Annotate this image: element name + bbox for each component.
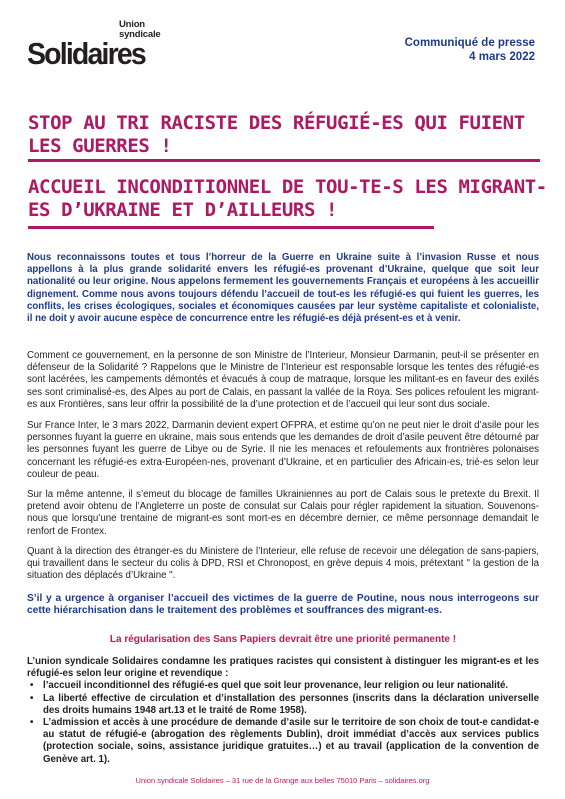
paragraph-urgence: S’il y a urgence à organiser l’accueil des victimes de la guerre de Poutine, nous nous interrogeons sur cette hiérarchisation dans le traitement des problèmes et souffrances des migrant-es. (27, 593, 539, 617)
paragraph-calais: Sur la même antenne, il s’emeut du blocage de familles Ukrainiennes au port de Calais sous le pretexte du Brexit. Il pretend avoir obtenu de l’Angleterre un poste de consulat sur Calais pour régler rapidement la situation. Souvenons-nous que lorsqu’une trentaine de migrant-es sont mort-es en décembre dernier, ce même personnage demandait le renfort de Frontex. (27, 489, 539, 537)
footer-address: Union syndicale Solidaires – 31 rue de la Grange aux belles 75010 Paris – solidaires.org (135, 776, 430, 785)
logo-union-word: Union (119, 19, 145, 30)
demands-intro: L’union syndicale Solidaires condamne les pratiques racistes qui consistent à distinguer les migrant-es et les réfugié-es selon leur origine et revendique : (27, 656, 539, 680)
paragraph-sans-papiers: Quant à la direction des étranger-es du Ministere de l’Interieur, elle refuse de recevoir une délegation de sans-papiers, qui travaillent dans le secteur du colis à DPD, RSI et Chronopost, en grève depuis 4 mois, prétextant " la gestion de la situation des déplacés d’Ukraine ". (27, 546, 539, 582)
paragraph-intro: Nous reconnaissons toutes et tous l’horreur de la Guerre en Ukraine suite à l’invasion Russe et nous appellons à la plus grande solidarité envers les réfugié-es provenant d’Ukraine, quelque que soit leur nationalité ou leur origine. Nous appelons fermement les gouvernements Français et européens à les accueillir dignement. Comme nous avons toujours défendu l’accueil de tout-es les réfugié-es qui fuient les guerres, les conflits, les crises écologiques, sociales et économiques causées par leur système capitaliste et colonialiste, il ne doit y avoir aucune espèce de concurrence entre les réfugié-es déjà présent-es et à venir. (27, 252, 539, 325)
headline-underline (28, 159, 540, 162)
press-label: Communiqué de presse (404, 37, 535, 49)
solidaires-logo (27, 20, 167, 80)
press-release-header (405, 36, 535, 64)
demand-item: • l’accueil inconditionnel des réfugié-es quel que soit leur provenance, leur religion ou leur nationalité. (43, 680, 539, 692)
press-date: 4 mars 2022 (469, 51, 535, 63)
logo-syndicale-word: syndicale (119, 29, 161, 40)
demands-list (27, 680, 539, 765)
headline-underline-2 (28, 226, 434, 229)
logo-wordmark: Solidaires (27, 36, 145, 71)
paragraph-darmanin: Comment ce gouvernement, en la personne de son Ministre de l’Interieur, Monsieur Darmanin, peut-il se présenter en défenseur de la Solidarité ? Rappelons que le Ministre de l’Interieur est responsable lorsque les tentes des réfugié-es sont lacérées, les campements démontés et évacués à coup de matraque, lorsque les militant-es en faveur des exilés ses sont criminalisé-es, des Alpes au port de Calais, en passant la vallée de la Roya. Ses polices refoulent les migrant-es aux Frontières, sans leur offrir la possibilité de la d’une protection et de l’accueil qui leur sont dus sociale. (27, 350, 539, 410)
paragraph-france-inter: Sur France Inter, le 3 mars 2022, Darmanin devient expert OFPRA, et estime qu’on ne peut nier le droit d’asile pour les personnes fuyant la guerre en ukraine, mais sous entends que les demandes de droit d’asile peuvent être détourné par les personnes fuyant les guerre de Libye ou de Syrie. Il nie les menaces et refoulements aux frontrières polonaises concernant les réfugié-es extra-Européen-nes, provenant d’Ukraine, et en particulier des Africain-es, trié-es selon leur couleur de peau. (27, 420, 539, 480)
callout-regularisation: La régularisation des Sans Papiers devrait être une priorité permanente ! (109, 634, 457, 645)
headline-stop-tri: STOP AU TRI RACISTE DES RÉFUGIÉ-ES QUI FUIENT LES GUERRES ! (28, 112, 525, 157)
demand-item: • La liberté effective de circulation et d’installation des personnes (inscrits dans la déclaration universelle des droits humains 1948 art.13 et le traité de Rome 1958). (43, 693, 539, 717)
demand-item: • L’admission et accès à une procédure de demande d’asile sur le territoire de son choix de tout-e candidat-e au statut de réfugié-e (abrogation des règlements Dublin), droit immédiat d’accès aux services publics (protection sociale, soins, assistance juridique gratuites…) et au travail (application de la convention de Genève art. 1). (43, 717, 539, 766)
headline-accueil: ACCUEIL INCONDITIONNEL DE TOU-TE-S LES MIGRANT-ES D’UKRAINE ET D’AILLEURS ! (28, 176, 547, 221)
demands-section (27, 656, 539, 766)
